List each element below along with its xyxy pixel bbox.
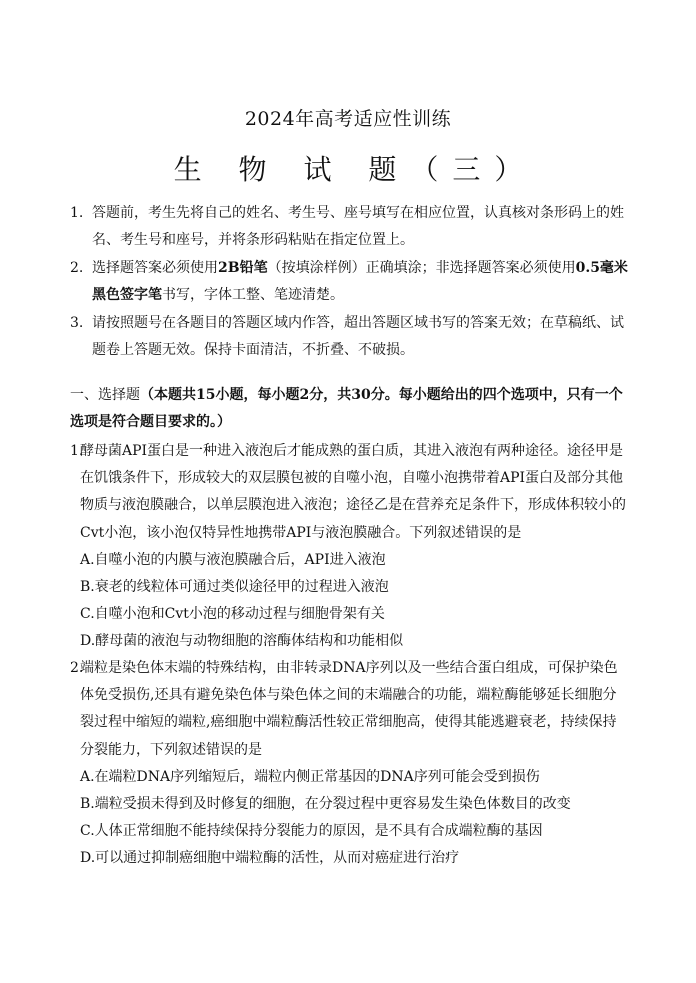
option-c: C.人体正常细胞不能持续保持分裂能力的原因，是不具有合成端粒酶的基因	[80, 823, 543, 840]
question-1	[70, 438, 630, 656]
section-heading	[70, 382, 630, 436]
question-stem	[70, 655, 630, 764]
option-b: B.端粒受损未得到及时修复的细胞，在分裂过程中更容易发生染色体数目的改变	[80, 796, 571, 813]
question-text: 酵母菌API蛋白是一种进入液泡后才能成熟的蛋白质，其进入液泡有两种途径。途径甲是在饥饿条件下，形成较大的双层膜包被的自噬小泡，自噬小泡携带着API蛋白及部分其他物质与液泡膜融合，以单层膜泡进入液泡；途径乙是在营养充足条件下，形成体积较小的Cvt小泡，该小泡仅特异性地携带API与液泡膜融合。下列叙述错误的是	[80, 443, 626, 541]
option-d: D.可以通过抑制癌细胞中端粒酶的活性，从而对癌症进行治疗	[80, 850, 460, 867]
instruction-text: 请按照题号在各题目的答题区域内作答，超出答题区域书写的答案无效；在草稿纸、试题卷上答题无效。保持卡面清洁，不折叠、不破损。	[92, 315, 624, 358]
option-c: C.自噬小泡和Cvt小泡的移动过程与细胞骨架有关	[80, 606, 385, 623]
instruction-text: 书写，字体工整、笔迹清楚。	[162, 287, 344, 303]
option-d: D.酵母菌的液泡与动物细胞的溶酶体结构和功能相似	[80, 633, 404, 650]
section-description: （本题共15小题，每小题2分，共30分。每小题给出的四个选项中，只有一个选项是符合题目要求的。）	[70, 387, 623, 430]
instruction-text: （按填涂样例）正确填涂；非选择题答案必须使用	[267, 260, 576, 276]
instruction-item	[70, 310, 630, 364]
instruction-item	[70, 200, 630, 254]
question-text: 端粒是染色体末端的特殊结构，由非转录DNA序列以及一些结合蛋白组成，可保护染色体免受损伤,还具有避免染色体与染色体之间的末端融合的功能，端粒酶能够延长细胞分裂过程中缩短的端粒,癌细胞中端粒酶活性较正常细胞高，使得其能逃避衰老，持续保持分裂能力，下列叙述错误的是	[80, 660, 618, 758]
exam-subtitle: 生 物 试 题（三）	[173, 153, 537, 186]
instruction-text: 答题前，考生先将自己的姓名、考生号、座号填写在相应位置，认真核对条形码上的姓名、考生号和座号，并将条形码粘贴在指定位置上。	[92, 205, 624, 248]
section-label: 一、选择题	[70, 387, 140, 403]
question-number: 2.	[70, 660, 84, 676]
option-b: B.衰老的线粒体可通过类似途径甲的过程进入液泡	[80, 579, 389, 596]
question-stem	[70, 438, 630, 547]
instruction-number: 3.	[70, 315, 84, 331]
instruction-number: 1.	[70, 205, 84, 221]
exam-title: 2024年高考适应性训练	[244, 108, 452, 130]
instruction-bold-text: 0.5毫米黑色签字笔	[92, 260, 628, 303]
option-a: A.在端粒DNA序列缩短后，端粒内侧正常基因的DNA序列可能会受到损伤	[80, 768, 540, 785]
option-a: A.自噬小泡的内膜与液泡膜融合后，API进入液泡	[80, 551, 386, 568]
instruction-item	[70, 255, 630, 309]
instruction-bold-text: 2B铅笔	[218, 260, 268, 276]
question-2	[70, 655, 630, 873]
instructions	[70, 200, 630, 365]
instruction-text: 选择题答案必须使用	[92, 260, 218, 276]
question-number: 1.	[70, 443, 84, 459]
instruction-number: 2.	[70, 260, 84, 276]
